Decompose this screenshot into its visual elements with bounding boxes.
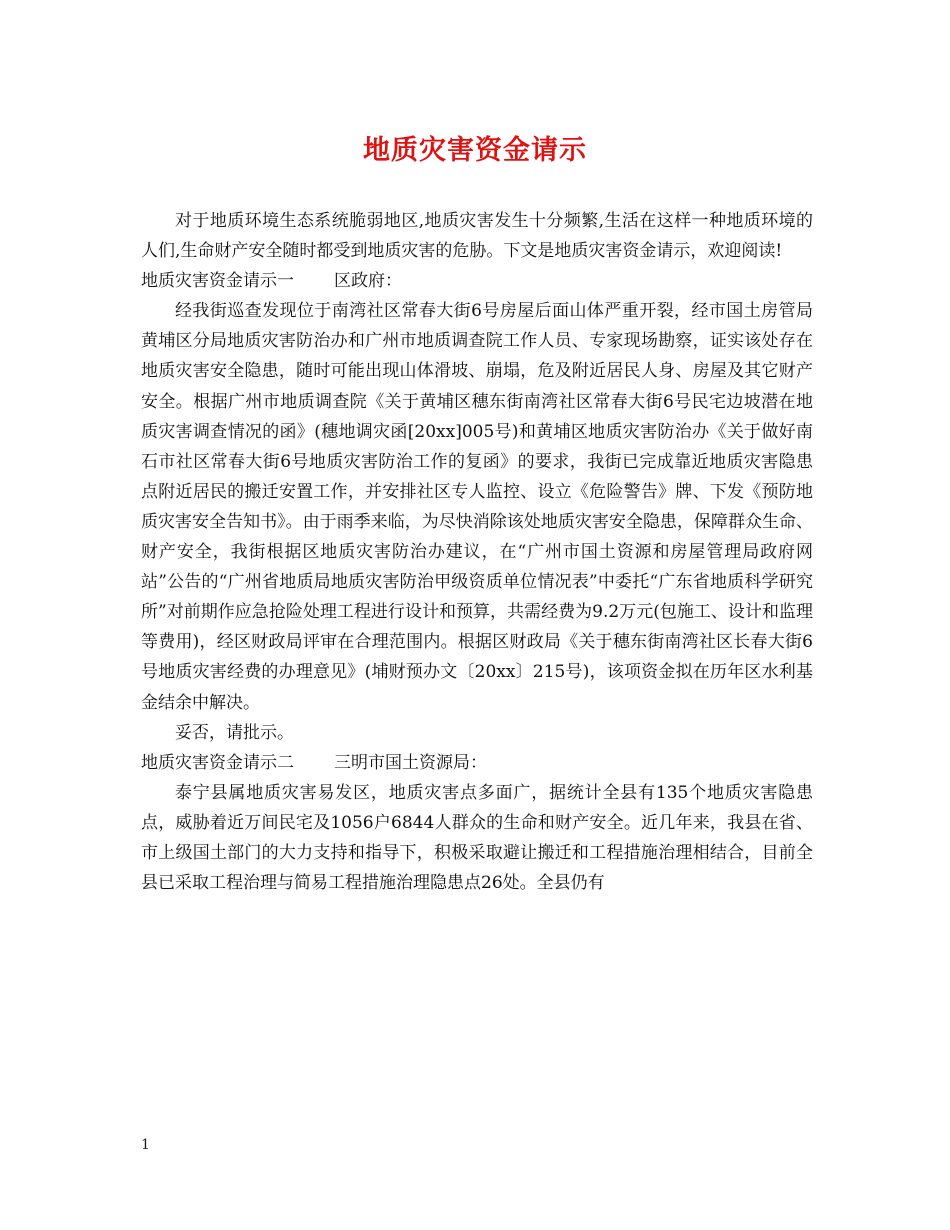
page-number: 1	[141, 1137, 150, 1153]
section-1-heading-line	[141, 266, 813, 296]
section-2-heading-line	[141, 748, 813, 778]
intro-paragraph: 对于地质环境生态系统脆弱地区,地质灾害发生十分频繁,生活在这样一种地质环境的人们,生命财产安全随时都受到地质灾害的危胁。下文是地质灾害资金请示，欢迎阅读!	[141, 211, 813, 262]
section-1-body: 经我街巡查发现位于南湾社区常春大街6号房屋后面山体严重开裂，经市国土房管局黄埔区分局地质灾害防治办和广州市地质调查院工作人员、专家现场勘察，证实该处存在地质灾害安全隐患，随时可能出现山体滑坡、崩塌，危及附近居民人身、房屋及其它财产安全。根据广州市地质调查院《关于黄埔区穗东街南湾社区常春大街6号民宅边坡潜在地质灾害调查情况的函》(穗地调灾函[20xx]005号)和黄埔区地质灾害防治办《关于做好南石市社区常春大街6号地质灾害防治工作的复函》的要求，我街已完成靠近地质灾害隐患点附近居民的搬迁安置工作，并安排社区专人监控、设立《危险警告》牌、下发《预防地质灾害安全告知书》。由于雨季来临，为尽快消除该处地质灾害安全隐患，保障群众生命、财产安全，我街根据区地质灾害防治办建议，在“广州市国土资源和房屋管理局政府网站”公告的“广州省地质局地质灾害防治甲级资质单位情况表”中委托“广东省地质科学研究所”对前期作应急抢险处理工程进行设计和预算，共需经费为9.2万元(包施工、设计和监理等费用)，经区财政局评审在合理范围内。根据区财政局《关于穗东街南湾社区长春大街6号地质灾害经费的办理意见》(埔财预办文〔20xx〕215号)，该项资金拟在历年区水利基金结余中解决。	[141, 301, 813, 713]
section-2-heading: 地质灾害资金请示二	[141, 752, 294, 773]
document-body	[141, 206, 813, 898]
section-1-closing: 妥否，请批示。	[175, 722, 294, 743]
section-2-addressee: 三明市国土资源局：	[334, 752, 487, 773]
document-title: 地质灾害资金请示	[363, 135, 587, 166]
section-1-heading: 地质灾害资金请示一	[141, 271, 294, 292]
section-2-body: 泰宁县属地质灾害易发区，地质灾害点多面广，据统计全县有135个地质灾害隐患点，威胁着近万间民宅及1056户6844人群众的生命和财产安全。近几年来，我县在省、市上级国土部门的大力支持和指导下，积极采取避让搬迁和工程措施治理相结合，目前全县已采取工程治理与简易工程措施治理隐患点26处。全县仍有	[141, 782, 813, 894]
section-1-addressee: 区政府：	[334, 271, 402, 292]
